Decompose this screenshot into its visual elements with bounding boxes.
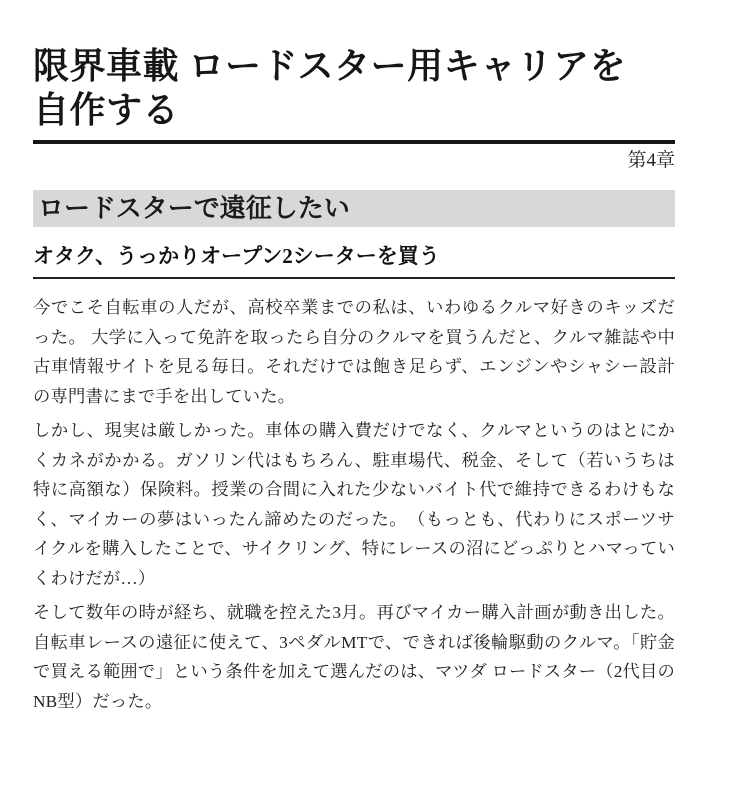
page-title (33, 44, 675, 144)
paragraph-3: そして数年の時が経ち、就職を控えた3月。再びマイカー購入計画が動き出した。 自転車レースの遠征に使えて、3ペダルMTで、できれば後輪駆動のクルマ。「貯金で買える範囲で」という条件を加えて選んだのは、マツダ ロードスター（2代目のNB型）だった。 (33, 603, 675, 711)
page-title-line-2: 自作する (33, 90, 180, 130)
article-body (33, 293, 675, 716)
section-heading: ロードスターで遠征したい (33, 190, 675, 227)
document-page (0, 44, 734, 795)
paragraph-2: しかし、現実は厳しかった。車体の購入費だけでなく、クルマというのはとにかくカネがかかる。ガソリン代はもちろん、駐車場代、税金、そして（若いうちは特に高額な）保険料。授業の合間に入れた少ないバイト代で維持できるわけもなく、マイカーの夢はいったん諦めたのだった。 （もっとも、代わりにスポーツサイクルを購入したことで、サイクリング、特にレースの沼にどっぷりとハマっていくわけだが…） (33, 421, 675, 588)
paragraph-1: 今でこそ自転車の人だが、高校卒業までの私は、いわゆるクルマ好きのキッズだった。 大学に入って免許を取ったら自分のクルマを買うんだと、クルマ雑誌や中古車情報サイトを見る毎日。それだけでは飽き足らず、エンジンやシャシー設計の専門書にまで手を出していた。 (33, 298, 675, 406)
page-title-line-1: 限界車載 ロードスター用キャリアを (33, 46, 627, 86)
sub-heading: オタク、うっかりオープン2シーターを買う (33, 243, 675, 279)
chapter-label: 第4章 (627, 150, 675, 171)
